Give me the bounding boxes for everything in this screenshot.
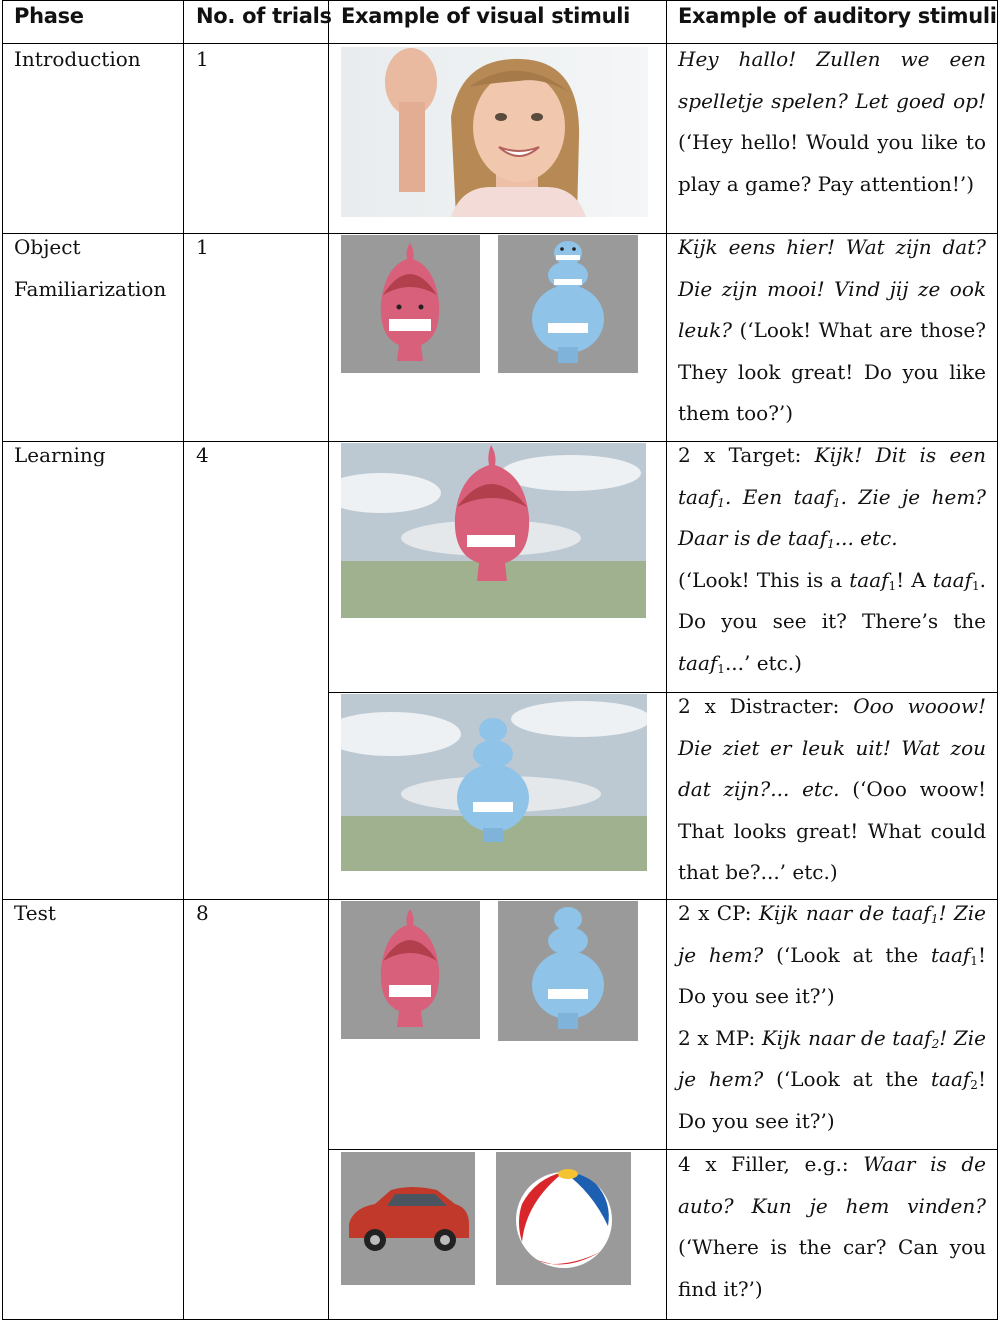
phase-familiarization: Object Familiarization xyxy=(14,235,167,301)
auditory-test-cp-mp: 2 x CP: Kijk naar de taaf$_1$! Zie je hem? (‘Look at the taaf$_1$! Do you see it?’) 2 x MP: Kijk naar de taaf$_2$! Zie je hem? (‘Look at the taaf$_2$! Do you see it?’) xyxy=(678,901,986,1133)
table-rule xyxy=(328,0,329,1320)
auditory-test-filler: 4 x Filler, e.g.: Waar is de auto? Kun je hem vinden? (‘Where is the car? Can you find it?’) xyxy=(678,1152,986,1301)
trials-familiarization: 1 xyxy=(196,235,209,259)
phase-learning: Learning xyxy=(14,443,106,467)
trials-test: 8 xyxy=(196,901,209,925)
auditory-learning-distracter: 2 x Distracter: Ooo wooow! Die ziet er leuk uit! Wat zou dat zijn?... etc. (‘Ooo woow! That looks great! What could that be?...’ etc.) xyxy=(678,694,987,884)
trials-learning: 4 xyxy=(196,443,209,467)
trials-introduction: 1 xyxy=(196,47,209,71)
header-phase: Phase xyxy=(14,4,84,28)
blue-toy-test-image xyxy=(498,901,638,1041)
blue-toy-image xyxy=(498,235,638,373)
red-toy-sky-image xyxy=(341,443,646,618)
phase-test: Test xyxy=(14,901,56,925)
table-rule xyxy=(2,1319,998,1320)
table-rule xyxy=(2,0,3,1320)
table-rule xyxy=(2,0,998,1)
phase-introduction: Introduction xyxy=(14,47,141,71)
beach-ball-image xyxy=(496,1152,631,1285)
header-auditory: Example of auditory stimuli xyxy=(678,4,997,28)
red-toy-image xyxy=(341,235,480,373)
header-trials: No. of trials xyxy=(196,4,332,28)
table-rule xyxy=(183,0,184,1320)
auditory-introduction: Hey hallo! Zullen we een spelletje spelen? Let goed op! (‘Hey hello! Would you like to play a game? Pay attention!’) xyxy=(678,47,986,196)
red-toy-test-image xyxy=(341,901,480,1039)
red-car-image xyxy=(341,1152,475,1285)
auditory-familiarization: Kijk eens hier! Wat zijn dat? Die zijn mooi! Vind jij ze ook leuk? (‘Look! What are those? They look great! Do you like them too?’) xyxy=(678,235,986,425)
auditory-learning-target: 2 x Target: Kijk! Dit is een taaf$_1$. Een taaf$_1$. Zie je hem? Daar is de taaf$_1$... etc. (‘Look! This is a taaf$_1$! A taaf$_1$. Do you see it? There’s the taaf$_1$...’ etc.) xyxy=(678,443,987,676)
header-visual: Example of visual stimuli xyxy=(341,4,631,28)
blue-toy-sky-image xyxy=(341,694,647,871)
table-rule xyxy=(997,0,998,1320)
table-rule xyxy=(666,0,667,1320)
girl-waving-image xyxy=(341,47,648,217)
